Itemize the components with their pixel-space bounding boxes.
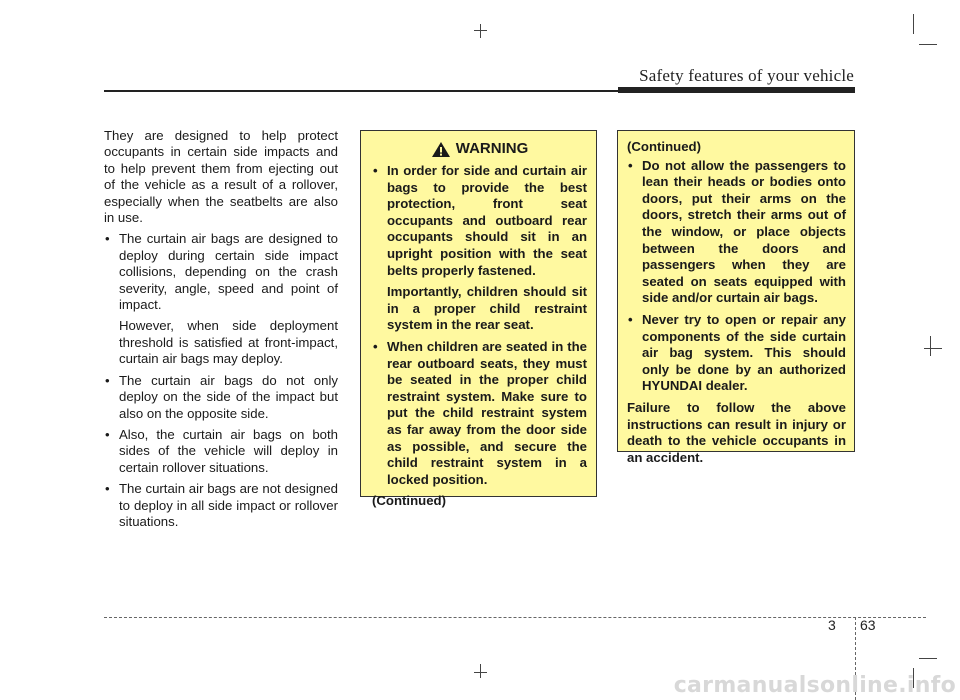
header-rule-accent [618, 87, 855, 93]
body-text-column [104, 128, 338, 530]
list-item [372, 339, 587, 488]
crop-mark-top-right-h [919, 44, 937, 45]
warning-heading [372, 141, 587, 158]
crop-mark-bottom-right-h [919, 658, 937, 659]
warning-triangle-icon [431, 141, 451, 158]
crop-mark-top-center-h [474, 30, 487, 31]
bullet-text: • The curtain air bags are designed to deploy during certain side impact collisions, depending on the crash severity, angle, speed and point of impact. [119, 231, 338, 313]
list-item [372, 163, 587, 334]
footer-rule [104, 617, 926, 618]
section-title: Safety features of your vehicle [639, 66, 854, 85]
warning-box [360, 130, 597, 509]
list-item [104, 231, 338, 367]
warning-title: WARNING [455, 140, 529, 158]
warning-bullet-extra: Importantly, children should sit in a proper child restraint system in the rear seat. [387, 284, 587, 333]
crop-mark-right-middle [930, 336, 931, 356]
crop-mark-bottom-center [480, 664, 481, 678]
warning-bullet-list [372, 163, 587, 488]
crop-mark-right-middle-h [924, 348, 942, 349]
list-item [104, 481, 338, 530]
crop-mark-top-right [913, 14, 914, 34]
bullet-text: • The curtain air bags do not only deploy on the side of the impact but also on the opposite side. [119, 372, 338, 421]
list-item [104, 373, 338, 422]
body-bullet-list [104, 231, 338, 530]
continued-bullet-list [627, 158, 846, 395]
list-item [627, 158, 846, 307]
warning-bullet-text: • In order for side and curtain air bags to provide the best protection, front seat occupants and outboard rear occupants should sit in an upright position with the seat belts properly fastened. [387, 163, 587, 278]
continued-warning-box [617, 130, 855, 465]
closing-warning-text: Failure to follow the above instructions can result in injury or death to the vehicle occupants in an accident. [627, 399, 846, 465]
continued-heading: (Continued) [627, 139, 701, 154]
page-number: 63 [860, 617, 876, 633]
list-item [104, 427, 338, 476]
watermark-text: carmanualsonline.info [673, 673, 956, 698]
continued-bullet-text: • Never try to open or repair any components of the side curtain air bag system. This should only be done by an authorized HYUNDAI dealer. [642, 311, 846, 394]
list-item [627, 312, 846, 395]
crop-mark-bottom-center-h [474, 672, 487, 673]
bullet-text: • Also, the curtain air bags on both sides of the vehicle will deploy in certain rollover situations. [119, 426, 338, 475]
header-rule [104, 90, 618, 92]
bullet-extra-text: However, when side deployment threshold is satisfied at front-impact, curtain air bags may deploy. [119, 318, 338, 367]
crop-mark-top-center [480, 24, 481, 38]
chapter-number: 3 [828, 617, 836, 633]
continued-label: (Continued) [372, 493, 446, 509]
continued-bullet-text: • Do not allow the passengers to lean their heads or bodies onto doors, put their arms on the doors, stretch their arms out of the window, or place objects between the doors and passengers when they are seated on seats equipped with side and/or curtain air bags. [642, 157, 846, 306]
intro-paragraph: They are designed to help protect occupants in certain side impacts and to help prevent them from ejecting out of the vehicle as a result of a rollover, especially when the seatbelts are also in use. [104, 128, 338, 226]
bullet-text: • The curtain air bags are not designed to deploy in all side impact or rollover situations. [119, 481, 338, 529]
warning-bullet-text: • When children are seated in the rear outboard seats, they must be seated in the proper child restraint system. Make sure to put the child restraint system as far away from the door side as possible, and secure the child restraint system in a locked position. [387, 338, 587, 487]
